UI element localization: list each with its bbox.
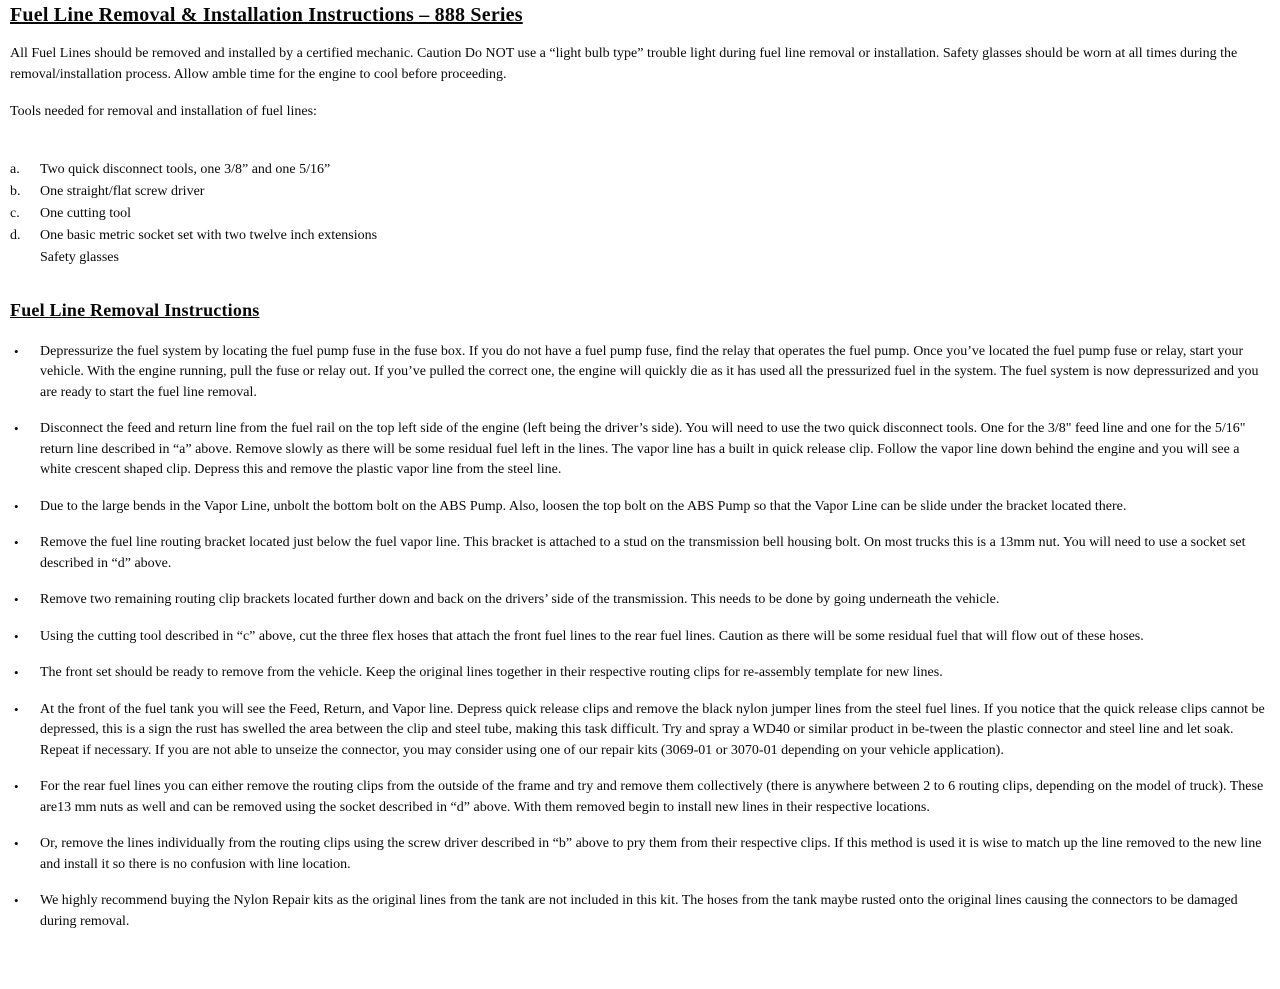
step-item	[10, 342, 1266, 404]
bullet-icon: •	[14, 421, 19, 436]
step-text: At the front of the fuel tank you will see the Feed, Return, and Vapor line. Depress quick release clips and remove the black nylon jumper lines from the steel fuel lines. If you notice that the quick release clips cannot be depressed, this is a sign the rust has swelled the area between the clip and steel tube, making this task difficult. Try and spray a WD40 or similar product in be-tween the plastic connector and steel line and let soak. Repeat if necessary. If you are not able to unseize the connector, you may consider using one of our repair kits (3069-01 or 3070-01 depending on your vehicle application).	[40, 701, 1265, 758]
list-item	[10, 181, 1266, 203]
bullet-icon: •	[14, 701, 19, 717]
list-item	[10, 203, 1266, 225]
list-item-text: One straight/flat screw driver	[40, 183, 205, 199]
list-item	[10, 159, 1266, 181]
list-item-text: One cutting tool	[40, 205, 131, 221]
step-item	[10, 497, 1266, 518]
bullet-icon: •	[14, 836, 19, 851]
bullet-icon: •	[14, 535, 19, 550]
bullet-icon: •	[14, 779, 19, 794]
step-text: Remove the fuel line routing bracket located just below the fuel vapor line. This bracket is attached to a stud on the transmission bell housing bolt. On most trucks this is a 13mm nut. You will need to use a socket set described in “d” above.	[40, 535, 1246, 571]
bullet-icon: •	[14, 498, 19, 514]
list-item-text: One basic metric socket set with two twelve inch extensions	[40, 227, 378, 243]
list-item-text: Safety glasses	[40, 249, 119, 265]
step-item	[10, 700, 1266, 762]
steps-list	[10, 342, 1266, 933]
intro-paragraph: All Fuel Lines should be removed and installed by a certified mechanic. Caution Do NOT use a “light bulb type” trouble light during fuel line removal or installation. Safety glasses should be worn at all times during the removal/installation process. Allow amble time for the engine to cool before proceeding.	[10, 46, 1238, 82]
list-marker: c.	[10, 205, 20, 221]
step-text: Or, remove the lines individually from the routing clips using the screw driver described in “b” above to pry them from their respective clips. If this method is used it is wise to match up the line removed to the new line and install it so there is no confusion with line location.	[40, 836, 1262, 872]
bullet-icon: •	[14, 665, 19, 680]
list-marker	[10, 247, 40, 269]
section-heading: Fuel Line Removal Instructions	[10, 299, 260, 320]
list-item-text: Two quick disconnect tools, one 3/8” and one 5/16”	[40, 161, 331, 177]
step-text: Remove two remaining routing clip brackets located further down and back on the drivers’ side of the transmission. This needs to be done by going underneath the vehicle.	[40, 592, 1000, 607]
step-item	[10, 627, 1266, 648]
step-text: Disconnect the feed and return line from the fuel rail on the top left side of the engine (left being the driver’s side). You will need to use the two quick disconnect tools. One for the 3/8" feed line and one for the 5/16" return line described in “a” above. Remove slowly as there will be some residual fuel left in the lines. The vapor line has a built in quick release clip. Follow the vapor line down behind the engine and you will see a white crescent shaped clip. Depress this and remove the plastic vapor line from the steel line.	[40, 421, 1246, 477]
step-text: Due to the large bends in the Vapor Line, unbolt the bottom bolt on the ABS Pump. Also, loosen the top bolt on the ABS Pump so that the Vapor Line can be slide under the bracket located there.	[40, 498, 1127, 514]
list-marker: a.	[10, 161, 20, 177]
step-text: For the rear fuel lines you can either remove the routing clips from the outside of the frame and try and remove them collectively (there is anywhere between 2 to 6 routing clips, depending on the model of truck). These are13 mm nuts as well and can be removed using the socket described in “d” above. With them removed begin to install new lines in their respective locations.	[40, 779, 1264, 815]
tools-list	[10, 159, 1266, 269]
bullet-icon: •	[14, 628, 19, 644]
list-marker: b.	[10, 183, 21, 199]
step-item	[10, 834, 1266, 875]
step-item	[10, 533, 1266, 574]
step-text: The front set should be ready to remove from the vehicle. Keep the original lines together in their respective routing clips for re-assembly template for new lines.	[40, 665, 943, 680]
step-item	[10, 419, 1266, 481]
bullet-icon: •	[14, 592, 19, 607]
bullet-icon: •	[14, 343, 19, 359]
step-text: Using the cutting tool described in “c” above, cut the three flex hoses that attach the front fuel lines to the rear fuel lines. Caution as there will be some residual fuel that will flow out of these hoses.	[40, 628, 1144, 644]
document-title: Fuel Line Removal & Installation Instructions – 888 Series	[10, 4, 523, 26]
list-marker: d.	[10, 227, 21, 243]
step-item	[10, 777, 1266, 818]
step-text: We highly recommend buying the Nylon Repair kits as the original lines from the tank are not included in this kit. The hoses from the tank maybe rusted onto the original lines causing the connectors to be damaged during removal.	[40, 893, 1238, 929]
step-item	[10, 590, 1266, 611]
step-text: Depressurize the fuel system by locating the fuel pump fuse in the fuse box. If you do not have a fuel pump fuse, find the relay that operates the fuel pump. Once you’ve located the fuel pump fuse or relay, start your vehicle. With the engine running, pull the fuse or relay out. If you’ve pulled the correct one, the engine will quickly die as it has used all the pressurized fuel in the system. The fuel system is now depressurized and you are ready to start the fuel line removal.	[40, 343, 1259, 400]
tools-intro-paragraph: Tools needed for removal and installation of fuel lines:	[10, 104, 317, 119]
bullet-icon: •	[14, 893, 19, 908]
step-item	[10, 891, 1266, 932]
list-item	[10, 225, 1266, 247]
step-item	[10, 663, 1266, 684]
list-item	[10, 247, 1266, 269]
